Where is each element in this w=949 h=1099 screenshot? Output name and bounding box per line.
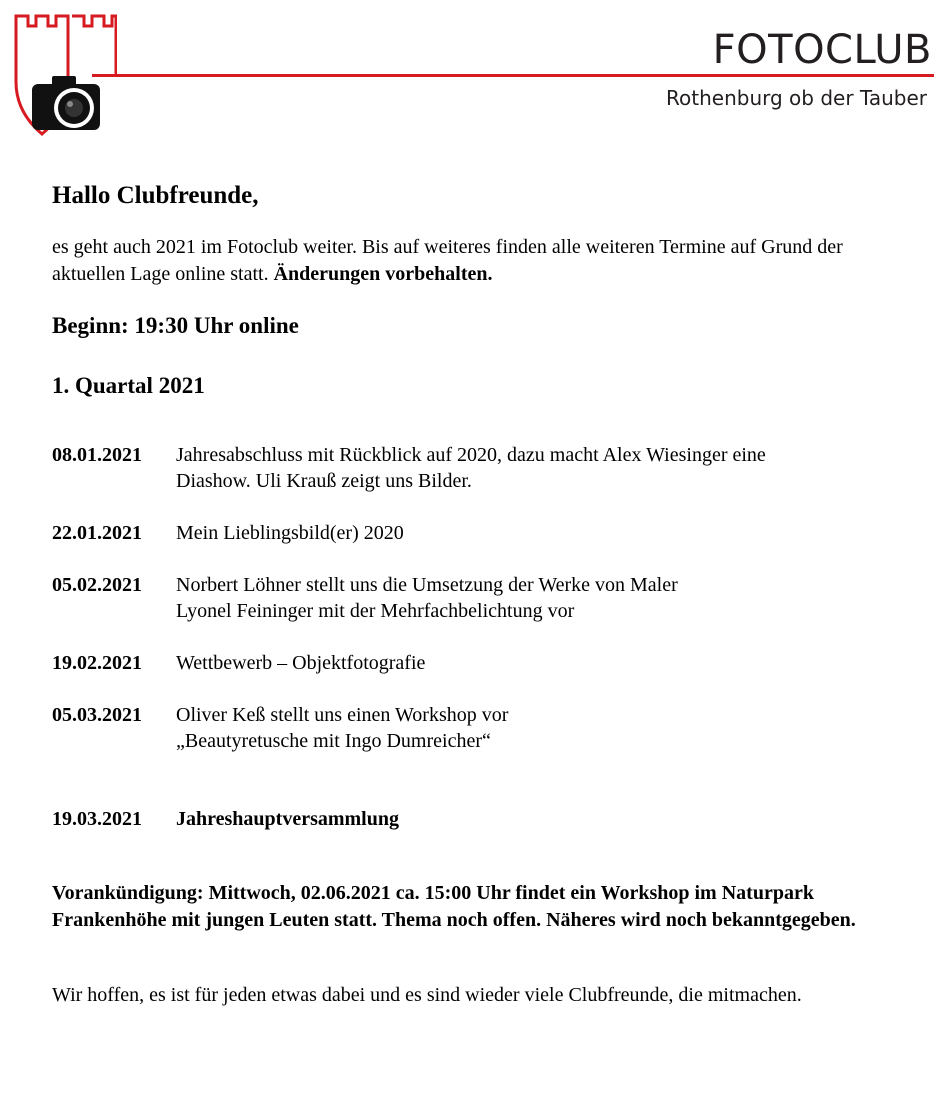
event-description (176, 520, 912, 546)
event-description-line: Lyonel Feininger mit der Mehrfachbelichtung vor (176, 600, 575, 622)
event-date: 05.03.2021 (52, 704, 142, 726)
event-description-line: Diashow. Uli Krauß zeigt uns Bilder. (176, 470, 472, 492)
event-description (176, 702, 912, 754)
event-item (52, 442, 912, 494)
event-date: 19.02.2021 (52, 652, 142, 674)
workshop-announcement: Vorankündigung: Mittwoch, 02.06.2021 ca. 15:00 Uhr findet ein Workshop im Naturpark Frankenhöhe mit jungen Leuten statt. Thema noch offen. Näheres wird noch bekanntgegeben. (52, 882, 856, 931)
quarter-heading: 1. Quartal 2021 (52, 373, 205, 398)
greeting-heading: Hallo Clubfreunde, (52, 182, 259, 209)
intro-bold-note: Änderungen vorbehalten. (273, 263, 493, 285)
event-date: 08.01.2021 (52, 444, 142, 466)
closing-paragraph: Wir hoffen, es ist für jeden etwas dabei und es sind wieder viele Clubfreunde, die mitmachen. (52, 984, 802, 1006)
event-item (52, 702, 912, 754)
event-description (176, 572, 912, 624)
event-description-line: „Beautyretusche mit Ingo Dumreicher“ (176, 730, 491, 752)
event-item (52, 650, 912, 676)
club-logo (12, 12, 117, 147)
event-description (176, 442, 912, 494)
event-date: 22.01.2021 (52, 522, 142, 544)
event-item (52, 572, 912, 624)
brand-title: FOTOCLUB (712, 27, 932, 73)
event-description-line: Jahreshauptversammlung (176, 808, 399, 830)
event-date: 19.03.2021 (52, 808, 142, 830)
start-time-heading: Beginn: 19:30 Uhr online (52, 313, 299, 338)
event-description-line: Norbert Löhner stellt uns die Umsetzung der Werke von Maler (176, 574, 678, 596)
event-item (52, 520, 912, 546)
intro-paragraph (52, 234, 912, 288)
event-description-line: Oliver Keß stellt uns einen Workshop vor (176, 704, 509, 726)
castle-tower-camera-icon (12, 12, 117, 147)
event-description-line: Wettbewerb – Objektfotografie (176, 652, 426, 674)
event-description-line: Jahresabschluss mit Rückblick auf 2020, dazu macht Alex Wiesinger eine (176, 444, 766, 466)
event-list (52, 442, 912, 832)
event-description (176, 650, 912, 676)
event-date: 05.02.2021 (52, 574, 142, 596)
event-description (176, 806, 912, 832)
header-accent-line (92, 74, 934, 77)
brand-subtitle: Rothenburg ob der Tauber (666, 86, 927, 110)
event-item (52, 806, 912, 832)
letter-body (52, 180, 912, 1029)
event-description-line: Mein Lieblingsbild(er) 2020 (176, 522, 404, 544)
intro-text: es geht auch 2021 im Fotoclub weiter. Bis auf weiteres finden alle weiteren Termine auf Grund der aktuellen Lage online statt. (52, 236, 843, 285)
